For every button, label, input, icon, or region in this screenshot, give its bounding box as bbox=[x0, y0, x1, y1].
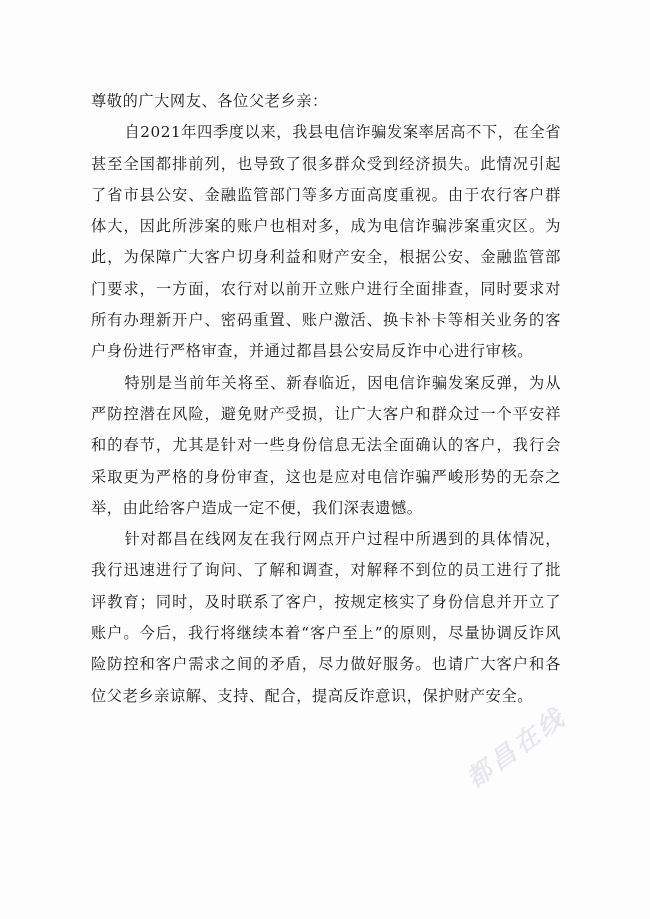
letter-greeting: 尊敬的广大网友、各位父老乡亲： bbox=[91, 92, 328, 110]
letter-paragraph-1: 自2021年四季度以来，我县电信诈骗发案率居高不下，在全省甚至全国都排前列，也导致了很多群众受到经济损失。此情况引起了省市县公安、金融监管部门等多方面高度重视。由于农行客户群体大，因此所涉案的账户也相对多，成为电信诈骗涉案重灾区。为此，为保障广大客户切身利益和财产安全，根据公安、金融监管部门要求，一方面，农行对以前开立账户进行全面排查，同时要求对所有办理新开户、密码重置、账户激活、换卡补卡等相关业务的客户身份进行严格审查，并通过都昌县公安局反诈中心进行审核。 bbox=[91, 123, 561, 361]
letter-paragraph-3: 针对都昌在线网友在我行网点开户过程中所遇到的具体情况，我行迅速进行了询问、了解和调查，对解释不到位的员工进行了批评教育；同时，及时联系了客户，按规定核实了身份信息并开立了账户。今后，我行将继续本着“客户至上”的原则，尽量协调反诈风险防控和客户需求之间的矛盾，尽力做好服务。也请广大客户和各位父老乡亲谅解、支持、配合，提高反诈意识，保护财产安全。 bbox=[91, 530, 561, 705]
letter-body bbox=[91, 86, 561, 712]
letter-paragraph-2: 特别是当前年关将至、新春临近，因电信诈骗发案反弹，为从严防控潜在风险，避免财产受损，让广大客户和群众过一个平安祥和的春节，尤其是针对一些身份信息无法全面确认的客户，我行会采取更为严格的身份审查，这也是应对电信诈骗严峻形势的无奈之举，由此给客户造成一定不便，我们深表遗憾。 bbox=[91, 373, 561, 517]
watermark: 都昌在线 bbox=[460, 701, 572, 794]
